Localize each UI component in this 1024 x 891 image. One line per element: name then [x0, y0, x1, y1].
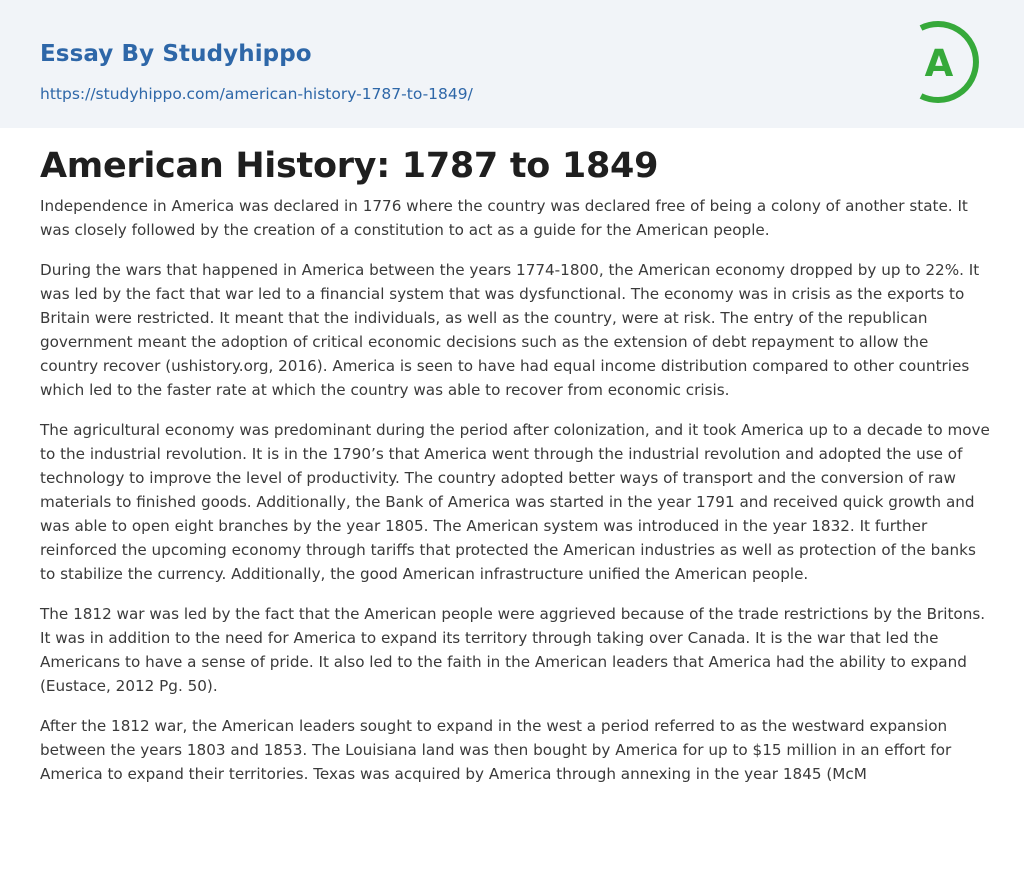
article-paragraph: The agricultural economy was predominant during the period after colonization, and it took America up to a decade to move to the industrial revolution. It is in the 1790’s that America went through the industrial revolution and adopted the use of technology to improve the level of productivity. The country adopted better ways of transport and the conversion of raw materials to finished goods. Additionally, the Bank of America was started in the year 1791 and received quick growth and was able to open eight branches by the year 1805. The American system was introduced in the year 1832. It further reinforced the upcoming economy through tariffs that protected the American industries as well as protection of the banks to stabilize the currency. Additionally, the good American infrastructure unified the American people. [40, 421, 990, 583]
source-url-link[interactable]: https://studyhippo.com/american-history-1787-to-1849/ [40, 85, 473, 103]
site-header [0, 0, 1024, 128]
article-paragraph: After the 1812 war, the American leaders sought to expand in the west a period referred to as the westward expansion between the years 1803 and 1853. The Louisiana land was then bought by America for up to $15 million in an effort for America to expand their territories. Texas was acquired by America through annexing in the year 1845 (McM [40, 717, 952, 783]
logo-letter: A [924, 42, 954, 85]
site-title[interactable]: Essay By Studyhippo [40, 41, 312, 67]
article-body [40, 194, 990, 802]
article-paragraph: The 1812 war was led by the fact that the American people were aggrieved because of the trade restrictions by the Britons. It was in addition to the need for America to expand its territory through taking over Canada. It is the war that led the Americans to have a sense of pride. It also led to the faith in the American leaders that America had the ability to expand (Eustace, 2012 Pg. 50). [40, 605, 986, 695]
article-paragraph: During the wars that happened in America between the years 1774-1800, the American economy dropped by up to 22%. It was led by the fact that war led to a financial system that was dysfunctional. The economy was in crisis as the exports to Britain were restricted. It meant that the individuals, as well as the country, were at risk. The entry of the republican government meant the adoption of critical economic decisions such as the extension of debt repayment to allow the country recover (ushistory.org, 2016). America is seen to have had equal income distribution compared to other countries which led to the faster rate at which the country was able to recover from economic crisis. [40, 261, 980, 399]
article-paragraph: Independence in America was declared in 1776 where the country was declared free of being a colony of another state. It was closely followed by the creation of a constitution to act as a guide for the American people. [40, 197, 968, 239]
page-title: American History: 1787 to 1849 [40, 146, 659, 186]
studyhippo-logo-icon[interactable] [912, 18, 988, 106]
